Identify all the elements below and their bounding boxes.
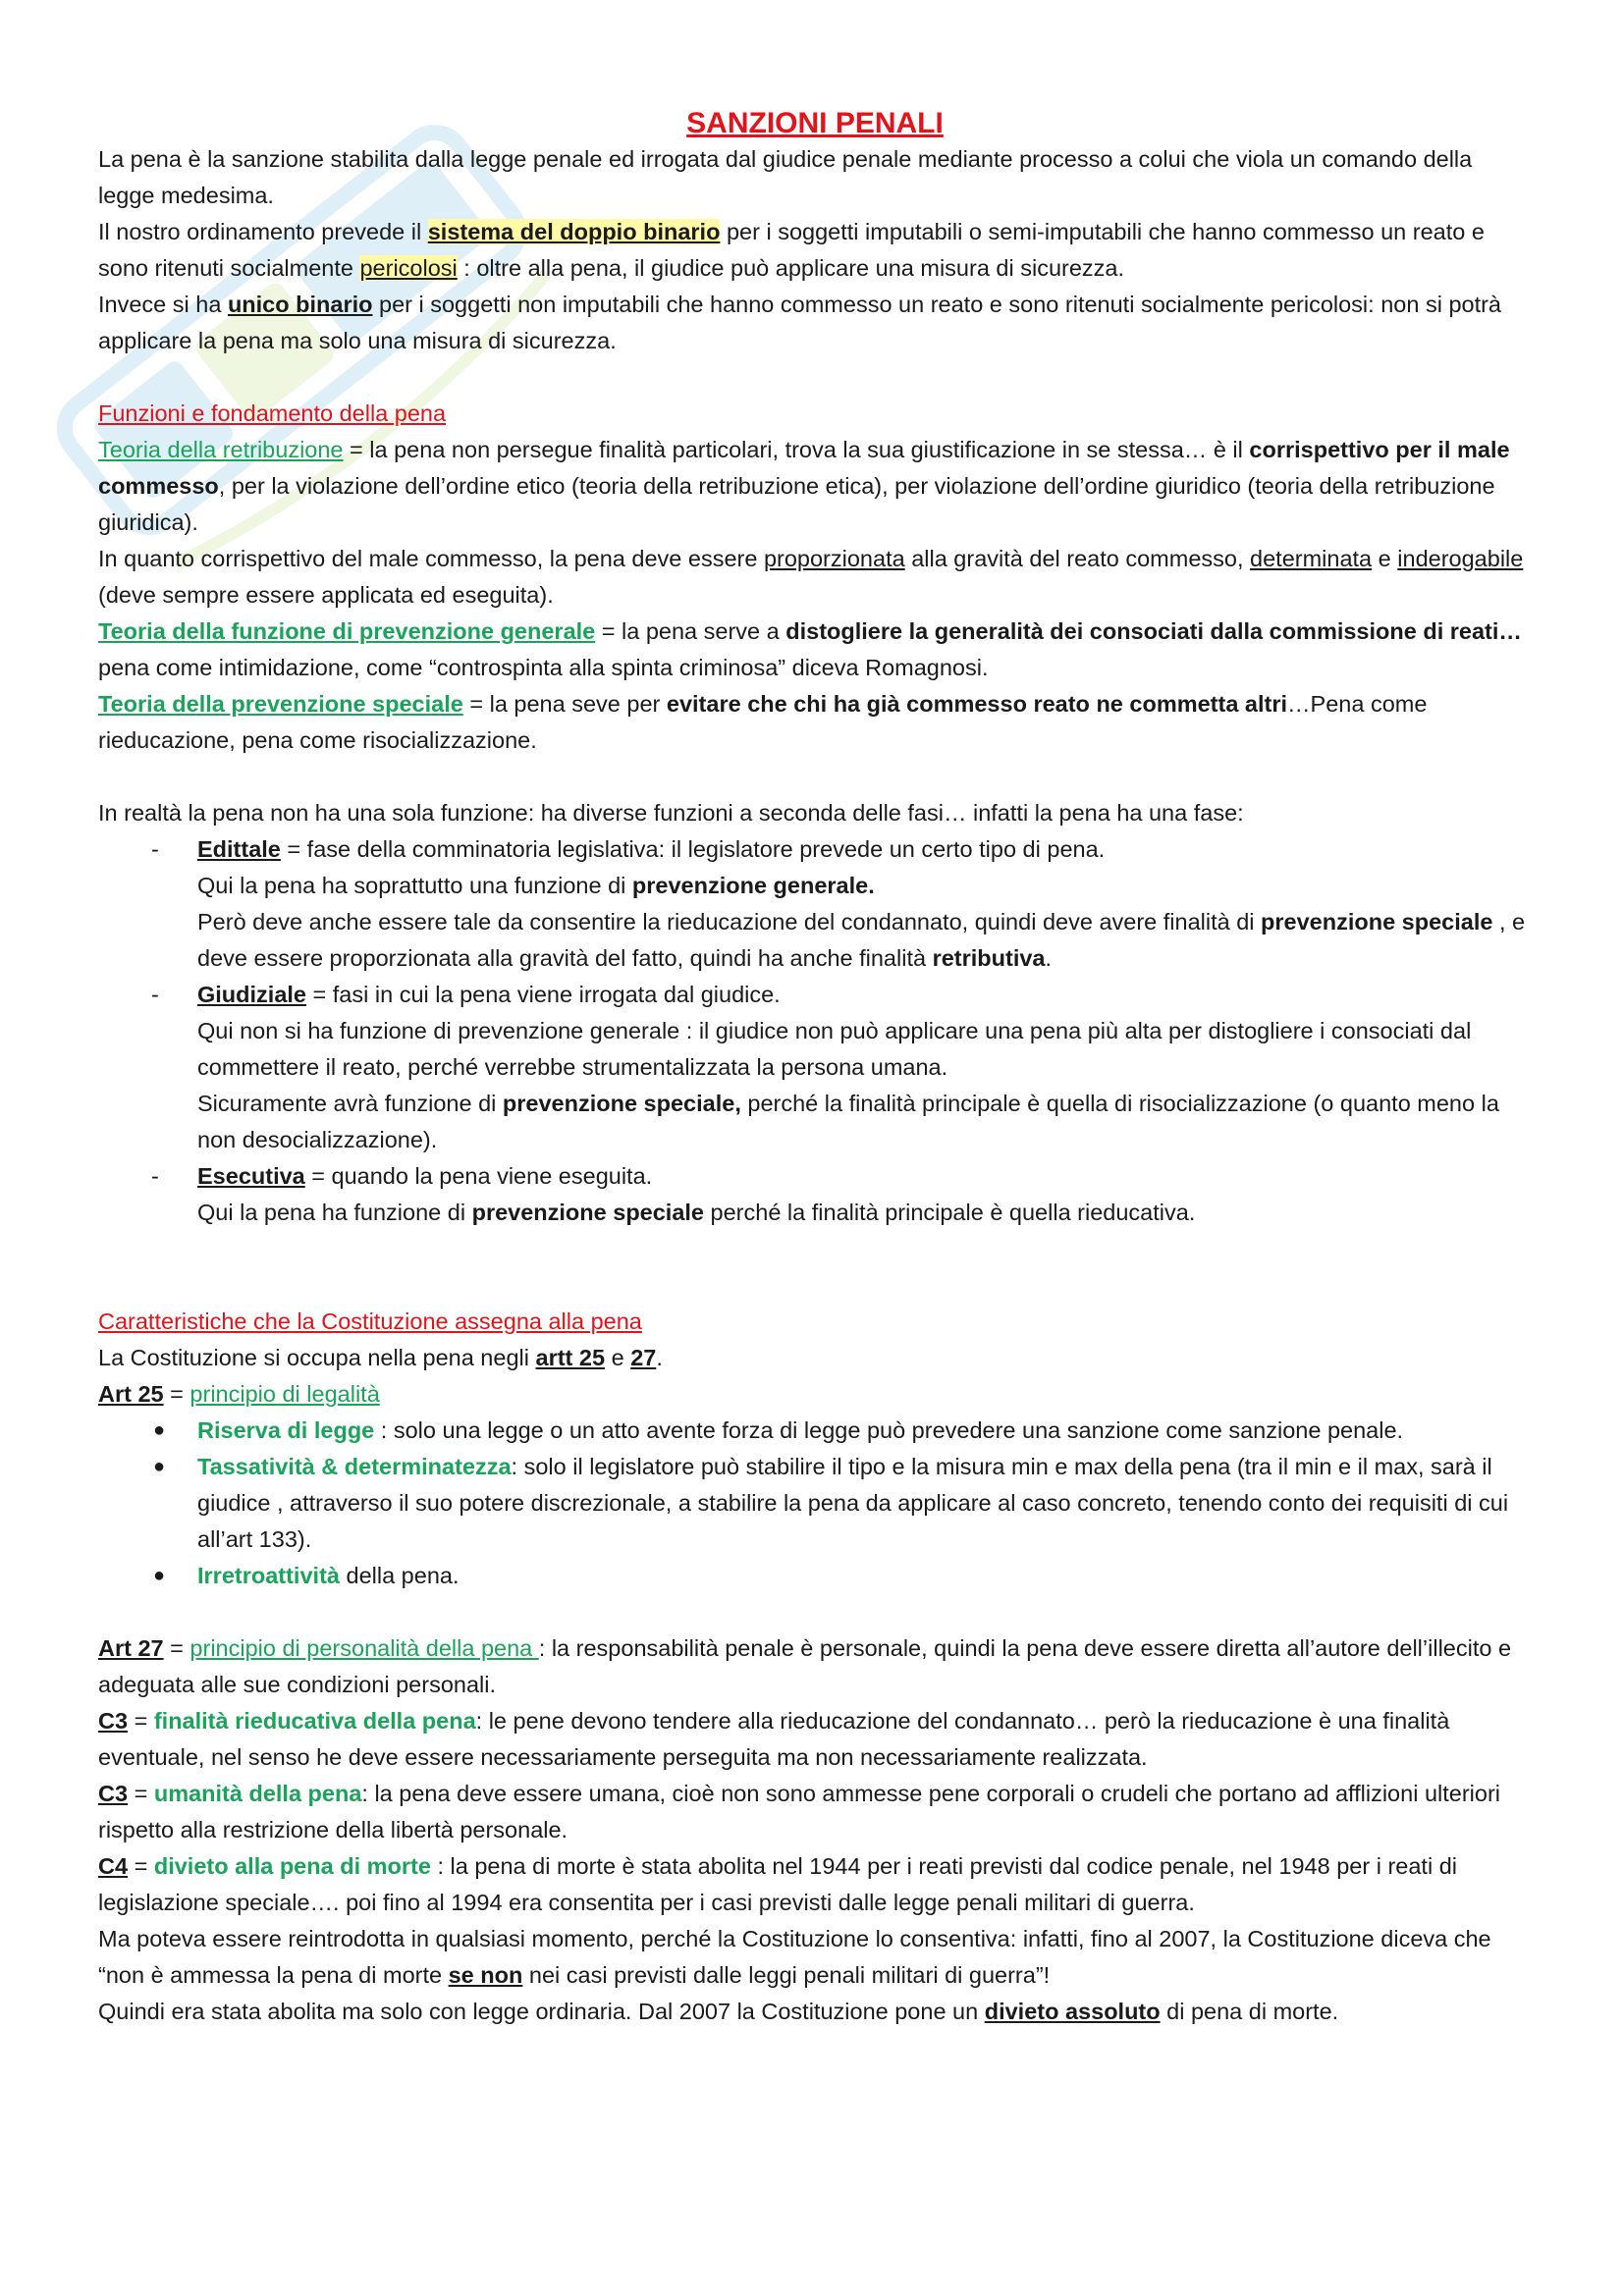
unico-binario-term: unico binario [227, 292, 373, 317]
section-heading-costituzione: Caratteristiche che la Costituzione assegna alla pena [98, 1308, 642, 1334]
intro-paragraph-3: Invece si ha unico binario per i soggetti non imputabili che hanno commesso un reato e sono ritenuti socialmente pericolosi: non si potrà applicare la pena ma solo una misura di sicurezza. [98, 292, 1502, 353]
teoria-prevenzione-speciale: Teoria della prevenzione speciale = la pena seve per evitare che chi ha già commesso reato ne commetta altri…Pena come rieducazione, pena come risocializzazione. [98, 691, 1428, 753]
c3-umanita-paragraph: C3 = umanità della pena: la pena deve essere umana, cioè non sono ammesse pene corporali o crudeli che portano ad afflizioni ulteriori rispetto alla restrizione della libertà personale. [98, 1781, 1500, 1842]
fasi-list [98, 831, 1532, 1231]
c3-rieducativa-paragraph: C3 = finalità rieducativa della pena: le pene devono tendere alla rieducazione del condannato… però la rieducazione è una finalità eventuale, nel senso he deve essere necessariamente perseguita ma non necessariamente realizzata. [98, 1708, 1450, 1770]
doppio-binario-term: sistema del doppio binario [427, 219, 721, 244]
document-page [98, 104, 1532, 2030]
legalita-list [98, 1413, 1532, 1594]
intro-paragraph-1: La pena è la sanzione stabilita dalla legge penale ed irrogata dal giudice penale mediante processo a colui che viola un comando della legge medesima. [98, 146, 1473, 208]
pericolosi-term: pericolosi [359, 255, 458, 281]
reintroduzione-paragraph: Ma poteva essere reintrodotta in qualsiasi momento, perché la Costituzione lo consentiva: infatti, fino al 2007, la Costituzione diceva che “non è ammessa la pena di morte se non nei casi previsti dalle leggi penali militari di guerra”! [98, 1926, 1491, 1988]
final-paragraph: Quindi era stata abolita ma solo con legge ordinaria. Dal 2007 la Costituzione pone un divieto assoluto di pena di morte. [98, 1999, 1339, 2024]
teoria-retribuzione: Teoria della retribuzione = la pena non persegue finalità particolari, trova la sua giustificazione in se stessa… è il corrispettivo per il male commesso, per la violazione dell’ordine etico (teoria della retribuzione etica), per violazione dell’ordine giuridico (teoria della retribuzione giuridica). [98, 437, 1510, 535]
fasi-intro: In realtà la pena non ha una sola funzione: ha diverse funzioni a seconda delle fasi… infatti la pena ha una fase: [98, 800, 1244, 826]
fase-edittale: - Edittale = fase della comminatoria legislativa: il legislatore prevede un certo tipo di pena. Qui la pena ha soprattutto una funzione di prevenzione generale. Però deve anche essere tale da consentire la rieducazione del condannato, quindi deve avere finalità di prevenzione speciale , e deve essere proporzionata alla gravità del fatto, quindi ha anche finalità retributiva. [151, 836, 1526, 971]
costituzione-intro: La Costituzione si occupa nella pena negli artt 25 e 27. [98, 1345, 663, 1370]
fase-giudiziale: - Giudiziale = fasi in cui la pena viene irrogata dal giudice. Qui non si ha funzione di prevenzione generale : il giudice non può applicare una pena più alta per distogliere i consociati dal commettere il reato, perché verrebbe strumentalizzata la persona umana. Sicuramente avrà funzione di prevenzione speciale, perché la finalità principale è quella di risocializzazione (o quanto meno la non desocializzazione). [151, 982, 1499, 1152]
c4-morte-paragraph: C4 = divieto alla pena di morte : la pena di morte è stata abolita nel 1944 per i reati previsti dal codice penale, nel 1948 per i reati di legislazione speciale…. poi fino al 1994 era consentita per i casi previsti dalle legge penali militari di guerra. [98, 1853, 1458, 1915]
fase-esecutiva: - Esecutiva = quando la pena viene eseguita. Qui la pena ha funzione di prevenzione speciale perché la finalità principale è quella rieducativa. [151, 1163, 1196, 1225]
list-item-tassativita: ● Tassatività & determinatezza: solo il legislatore può stabilire il tipo e la misura min e max della pena (tra il min e il max, sarà il giudice , attraverso il suo potere discrezionale, a stabilire la pena da applicare al caso concreto, tenendo conto dei requisiti di cui all’art 133). [153, 1454, 1509, 1552]
list-item-riserva: ● Riserva di legge : solo una legge o un atto avente forza di legge può prevedere una sanzione come sanzione penale. [153, 1417, 1404, 1443]
art27-paragraph: Art 27 = principio di personalità della pena : la responsabilità penale è personale, quindi la pena deve essere diretta all’autore dell’illecito e adeguata alle sue condizioni personali. [98, 1635, 1512, 1697]
list-item-irretroattivita: ● Irretroattività della pena. [153, 1563, 460, 1588]
art25-line: Art 25 = principio di legalità [98, 1381, 380, 1407]
proporzionalita-paragraph: In quanto corrispettivo del male commesso, la pena deve essere proporzionata alla gravità del reato commesso, determinata e inderogabile (deve sempre essere applicata ed eseguita). [98, 546, 1524, 608]
teoria-prevenzione-generale: Teoria della funzione di prevenzione generale = la pena serve a distogliere la generalità dei consociati dalla commissione di reati… pena come intimidazione, come “controspinta alla spinta criminosa” diceva Romagnosi. [98, 618, 1522, 680]
section-heading-funzioni: Funzioni e fondamento della pena [98, 400, 447, 426]
page-title: SANZIONI PENALI [686, 107, 944, 139]
intro-paragraph-2: Il nostro ordinamento prevede il sistema del doppio binario per i soggetti imputabili o semi-imputabili che hanno commesso un reato e sono ritenuti socialmente pericolosi : oltre alla pena, il giudice può applicare una misura di sicurezza. [98, 219, 1485, 281]
